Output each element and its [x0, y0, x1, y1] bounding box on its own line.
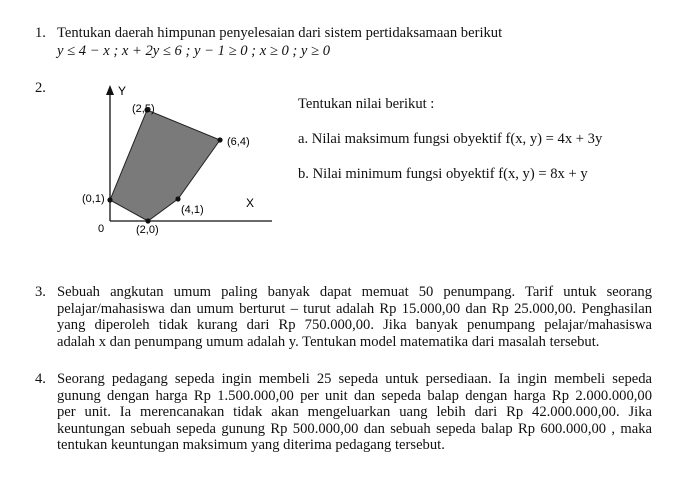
- question-1-number: 1.: [35, 25, 46, 41]
- question-4-line: Seorang pedagang sepeda ingin membeli 25 sepeda untuk persediaan. Ia ingin membeli sepeda: [57, 371, 652, 387]
- question-3-line: yang diperoleh tidak kurang dari Rp 750.000,00. Jika banyak penumpang pelajar/mahasiswa: [57, 317, 652, 334]
- question-4-number: 4.: [35, 371, 46, 387]
- question-4-line: tentukan keuntungan maksimum yang diterima pedagang tersebut.: [57, 437, 445, 454]
- question-3-line: Sebuah angkutan umum paling banyak dapat memuat 50 penumpang. Tarif untuk seorang: [57, 284, 652, 300]
- vertex-point-0-1: [107, 197, 112, 202]
- question-2-part-a: a. Nilai maksimum fungsi obyektif f(x, y) = 4x + 3y: [298, 131, 603, 147]
- question-4-line: gunung dengan harga Rp 1.500.000,00 per unit dan sepeda balap dengan harga Rp 2.000.000,00: [57, 387, 652, 404]
- feasible-region-graph: [60, 82, 280, 242]
- y-axis-arrow: [106, 85, 114, 95]
- question-2-prompt: Tentukan nilai berikut :: [298, 96, 435, 112]
- question-3-text: [57, 284, 652, 350]
- point-label-4-1: (4,1): [181, 204, 204, 216]
- origin-label: 0: [98, 223, 105, 235]
- question-3-number: 3.: [35, 284, 46, 300]
- vertex-point-4-1: [175, 196, 180, 201]
- point-label-0-1: (0,1): [82, 193, 105, 205]
- y-axis-label: Y: [118, 84, 127, 98]
- vertex-point-6-4: [217, 137, 222, 142]
- question-2-part-b: b. Nilai minimum fungsi obyektif f(x, y) = 8x + y: [298, 166, 588, 182]
- vertex-point-2-0: [145, 218, 150, 223]
- x-axis-label: X: [246, 196, 255, 210]
- question-3-line: pelajar/mahasiswa dan umum berturut – turut adalah Rp 15.000,00 dan Rp 25.000,00. Penghasilan: [57, 300, 652, 317]
- question-1-text: Tentukan daerah himpunan penyelesaian dari sistem pertidaksamaan berikut: [57, 25, 503, 41]
- point-label-2-5: (2,5): [132, 103, 155, 115]
- question-4-line: per unit. Ia merencanakan tidak akan mengeluarkan uang lebih dari Rp 42.000.000,00. Jika: [57, 404, 652, 421]
- point-label-6-4: (6,4): [227, 136, 250, 148]
- question-4-text: [57, 371, 652, 454]
- question-4-line: keuntungan sebuah sepeda gunung Rp 500.000,00 dan sebuah sepeda balap Rp 600.000,00 , maka: [57, 420, 652, 437]
- point-label-2-0: (2,0): [136, 224, 159, 236]
- question-1-inequalities: y ≤ 4 − x ; x + 2y ≤ 6 ; y − 1 ≥ 0 ; x ≥ 0 ; y ≥ 0: [57, 43, 331, 59]
- question-3-line: adalah x dan penumpang umum adalah y. Tentukan model matematika dari masalah tersebut.: [57, 333, 600, 350]
- question-2-number: 2.: [35, 80, 46, 96]
